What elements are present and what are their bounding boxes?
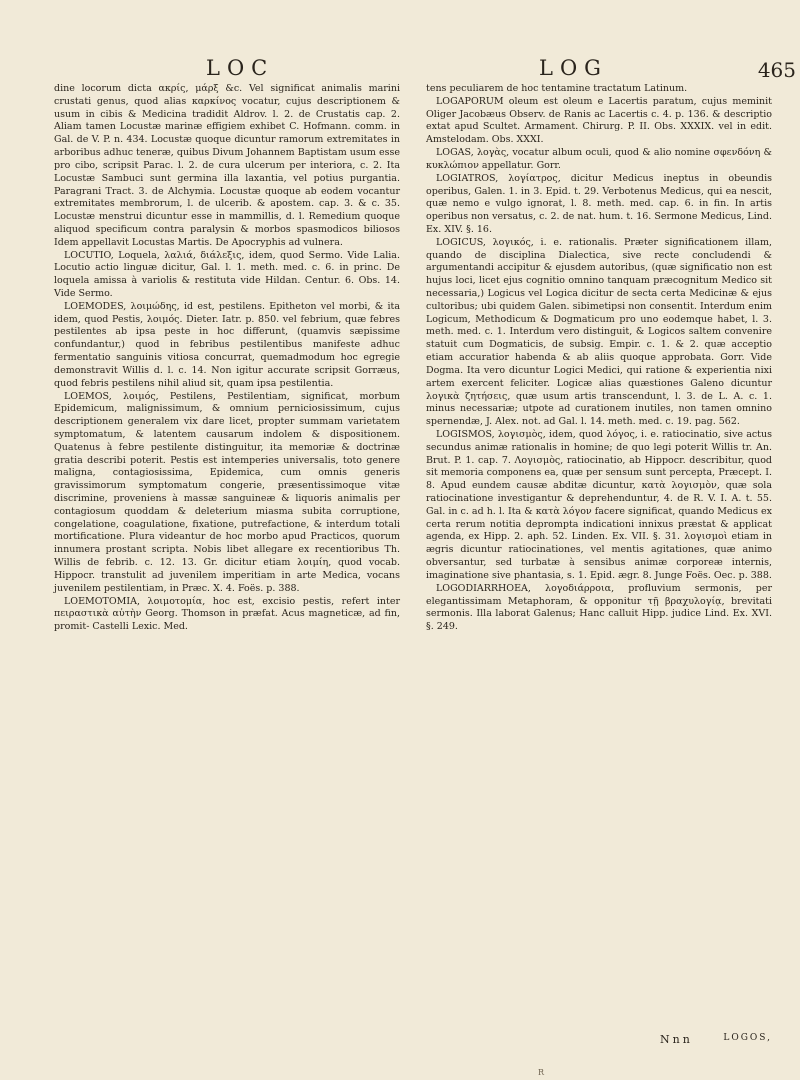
entry-logaporum: LOGAPORUM oleum est oleum e Lacertis paratum, cujus meminit Oliger Jacobæus Observ. de Ranis ac Lacertis c. 4. p. 136. & descriptio extat apud Scultet. Armament. Chirurg. P. II. Obs. XXXIX. vel in edit. Amstelodam. Obs. XXXI.	[426, 95, 772, 146]
footer-ornament: R	[538, 1068, 545, 1077]
entry-loemotomia: LOEMOTOMIA, λοιμοτομία, hoc est, excisio pestis, refert inter πειραστικὰ αὐτὴν Georg. Thomson in præfat. Acus magneticæ, ad fin, promit- Castelli Lexic. Med.	[54, 595, 400, 633]
right-column	[426, 83, 772, 634]
page-number: 465	[757, 58, 796, 82]
entry-logodiarrhoea: LOGODIARRHOEA, λογοδιάρροια, profluvium sermonis, per elegantissimam Metaphoram, & opponitur τῇ βραχυλογίᾳ, brevitati sermonis. Illa laborat Galenus; Hanc calluit Hipp. judice Lind. Ex. XVI. §. 249.	[426, 582, 772, 633]
running-head-left: LOC	[206, 56, 275, 80]
entry-logicus: LOGICUS, λογικός, i. e. rationalis. Præter significationem illam, quando de disciplina Dialectica, sive recte concludendi & argumentandi accipitur & ejusdem autoribus, (quæ significatio non est hujus loci, licet ejus cognitio omnino tanquam præcognitum Medico sit necessaria,) Logicus vel Logica dicitur de secta certa Medicinæ & ejus cultoribus; ubi quidem Galen. sibimetipsi non consentit. Interdum enim Logicum, Methodicum & Dogmaticum pro uno eodemque habet, l. 3. meth. med. c. 1. Interdum vero distinguit, & Logicos saltem convenire statuit cum Dogmaticis, de subsig. Empir. c. 1. & 2. quæ acceptio etiam accuratior habenda & ab aliis quoque approbata. Gorr. Vide Dogma. Ita vero dicuntur Logici Medici, qui ratione & experientia nixi artem exercent feliciter. Logicæ alias quæstiones Galeno dicuntur λογικὰ ζητήσεις, quæ usum artis transcendunt, l. 3. de L. A. c. 1. minus necessariæ; utpote ad curationem inutiles, non tamen omnino spernendæ, J. Alex. not. ad Gal. l. 14. meth. med. c. 19. pag. 562.	[426, 236, 772, 428]
catchword: LOGOS,	[723, 1033, 772, 1043]
left-column	[54, 83, 400, 634]
entry-logismos: LOGISMOS, λογισμὸς, idem, quod λόγος, i. e. ratiocinatio, sive actus secundus animæ rationalis in homine; de quo legi poterit Willis tr. An. Brut. P. 1. cap. 7. Λογισμὸς, ratiocinatio, ab Hippocr. describitur, quod sit memoria componens ea, quæ per sensum sunt percepta, Præcept. I. 8. Apud eundem causæ abditæ dicuntur, κατὰ λογισμὸν, quæ sola ratiocinatione investigantur & deprehenduntur, 4. de R. V. I. A. t. 55. Gal. in c. ad h. l. Ita & κατὰ λόγον facere significat, quando Medicus ex certa rerum notitia deprompta indicationi innixus præstat & applicat agenda, ex Hipp. 2. aph. 52. Linden. Ex. VII. §. 31. λογισμοὶ etiam in ægris dicuntur ratiocinationes, vel mentis agitationes, quæ animo obversantur, sed turbatæ à sensibus animæ corporeæ internis, imaginatione sive phantasia, s. 1. Epid. ægr. 8. Junge Foës. Oec. p. 388.	[426, 428, 772, 581]
entry-loemotomia-continued: tens peculiarem de hoc tentamine tractatum Latinum.	[426, 83, 688, 94]
signature-mark: Nnn	[660, 1033, 693, 1046]
entry-logas: LOGAS, λογὰς, vocatur album oculi, quod & alio nomine σφενδόνη & κυκλώπιον appellatur. Gorr.	[426, 147, 772, 171]
entry-locutio: LOCUTIO, Loquela, λαλιά, διάλεξις, idem, quod Sermo. Vide Lalia. Locutio actio linguæ dicitur, Gal. l. 1. meth. med. c. 6. in princ. De loquela amissa à variolis & restituta vide Hildan. Centur. 6. Obs. 14. Vide Sermo.	[54, 249, 400, 299]
entry-logiatros: LOGIATROS, λογίατρος, dicitur Medicus ineptus in obeundis operibus, Galen. 1. in 3. Epid. t. 29. Verbotenus Medicus, qui ea nescit, quæ nemo e vulgo ignorat, l. 8. meth. med. cap. 6. in fin. In artis operibus non versatus, c. 2. de nat. hum. t. 16. Sermone Medicus, Lind. Ex. XIV. §. 16.	[426, 172, 772, 235]
entry-loemodes: LOEMODES, λοιμώδης, id est, pestilens. Epitheton vel morbi, & ita idem, quod Pestis, λοιμός. Dieter. Iatr. p. 850. vel febrium, quæ febres pestilentes ab ipsa peste in hoc differunt, (quamvis sæpissime confundantur,) quod in febribus pestilentibus manifeste adhuc fermentatio sanguinis vitiosa concurrat, quemadmodum hoc egregie demonstravit Willis d. l. c. 14. Non igitur accurate scripsit Gorræus, quod febris pestilens nihil aliud sit, quam ipsa pestilentia.	[54, 300, 400, 389]
entry-loemos: LOEMOS, λοιμός, Pestilens, Pestilentiam, significat, morbum Epidemicum, malignissimum, & omnium perniciosissimum, cujus descriptionem generalem vix dare licet, propter summam varietatem symptomatum, & latentem causarum indolem & dispositionem. Quatenus à febre pestilente distinguitur, ita memoriæ & doctrinæ gratia describi poterit. Pestis est intemperies universalis, toto genere maligna, contagiosissima, Epidemica, cum omnis generis gravissimorum symptomatum congerie, præsentissimoque vitæ discrimine, proveniens à massæ sanguineæ & liquoris animalis per contagiosum quoddam & deleterium miasma subita corruptione, congelatione, coagulatione, fixatione, putrefactione, & interdum totali mortificatione. Plura videantur de hoc morbo apud Practicos, quorum innumera prostant scripta. Nobis libet allegare ex recentioribus Th. Willis de febrib. c. 12. 13. Gr. dicitur etiam λοιμίη, quod vocab. Hippocr. transtulit ad juvenilem imperitiam in arte Medica, vocans juvenilem pestilentiam, in Præc. X. 4. Foës. p. 388.	[54, 390, 400, 594]
text-columns	[54, 83, 772, 634]
page-footer	[54, 1033, 772, 1047]
running-head-right: LOG	[539, 56, 608, 80]
entry-locusta-continued: dine locorum dicta ακρίς, μάρξ &c. Vel significat animalis marini crustati genus, quod alias καρκίνος vocatur, cujus descriptionem & usum in cibis & Medicina tradidit Aldrov. l. 2. de Crustatis cap. 2. Aliam tamen Locustæ marinæ effigiem exhibet C. Hofmann. comm. in Gal. de V. P. n. 434. Locustæ quoque dicuntur ramorum extremitates in arboribus adhuc teneræ, quibus Divum Johannem Baptistam usum esse pro cibo, scripsit Parac. l. 2. de cura ulcerum per interiora, c. 2. Ita Locustæ Sambuci sunt germina illa laxantia, vel potius purgantia. Paragrani Tract. 3. de Alchymia. Locustæ quoque ab eodem vocantur extremitates membrorum, l. de ulcerib. & apostem. cap. 3. & c. 35. Locustæ menstrui dicuntur esse in mammillis, d. l. Remedium quoque aliquod specificum contra paralysin & morbos spasmodicos biliosos Idem appellavit Locustas Martis. De Apocryphis ad vulnera.	[54, 83, 400, 248]
